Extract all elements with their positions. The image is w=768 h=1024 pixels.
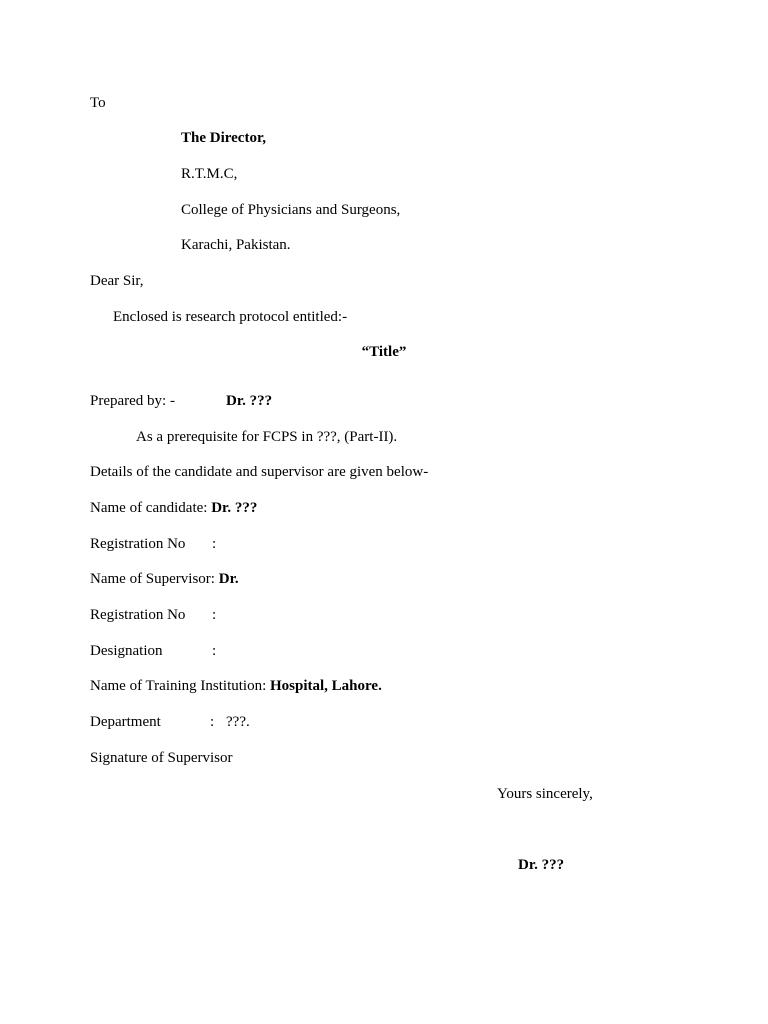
details-intro: Details of the candidate and supervisor are given below- [90,464,429,480]
recipient-city: Karachi, Pakistan. [181,237,291,253]
candidate-row [90,499,257,517]
recipient-college: College of Physicians and Surgeons, [181,202,401,218]
institution-value: Hospital, Lahore. [270,678,382,694]
salutation-to: To [90,95,106,111]
supervisor-row [90,570,239,588]
candidate-registration-colon: : [212,536,217,552]
candidate-value: Dr. ??? [211,500,258,516]
candidate-registration-label: Registration No [90,536,186,552]
greeting: Dear Sir, [90,273,144,289]
supervisor-registration-label: Registration No [90,607,186,623]
department-label: Department [90,714,161,730]
prepared-by-label: Prepared by: - [90,393,175,409]
intro-paragraph: Enclosed is research protocol entitled:- [113,309,348,325]
department-value: ???. [226,714,250,730]
supervisor-registration-colon: : [212,607,217,623]
prepared-by-name: Dr. ??? [226,393,273,409]
recipient-title: The Director, [181,130,266,146]
signature-label: Signature of Supervisor [90,750,233,766]
supervisor-label: Name of Supervisor: [90,571,215,587]
closing: Yours sincerely, [497,786,593,802]
designation-colon: : [212,643,217,659]
department-colon: : [210,714,215,730]
signatory: Dr. ??? [518,857,565,873]
institution-row [90,677,382,695]
candidate-label: Name of candidate: [90,500,208,516]
designation-label: Designation [90,643,163,659]
supervisor-value: Dr. [218,571,239,587]
prerequisite-text: As a prerequisite for FCPS in ???, (Part-II). [136,429,398,445]
protocol-title: “Title” [361,344,407,360]
institution-label: Name of Training Institution: [90,678,267,694]
recipient-org: R.T.M.C, [181,166,238,182]
